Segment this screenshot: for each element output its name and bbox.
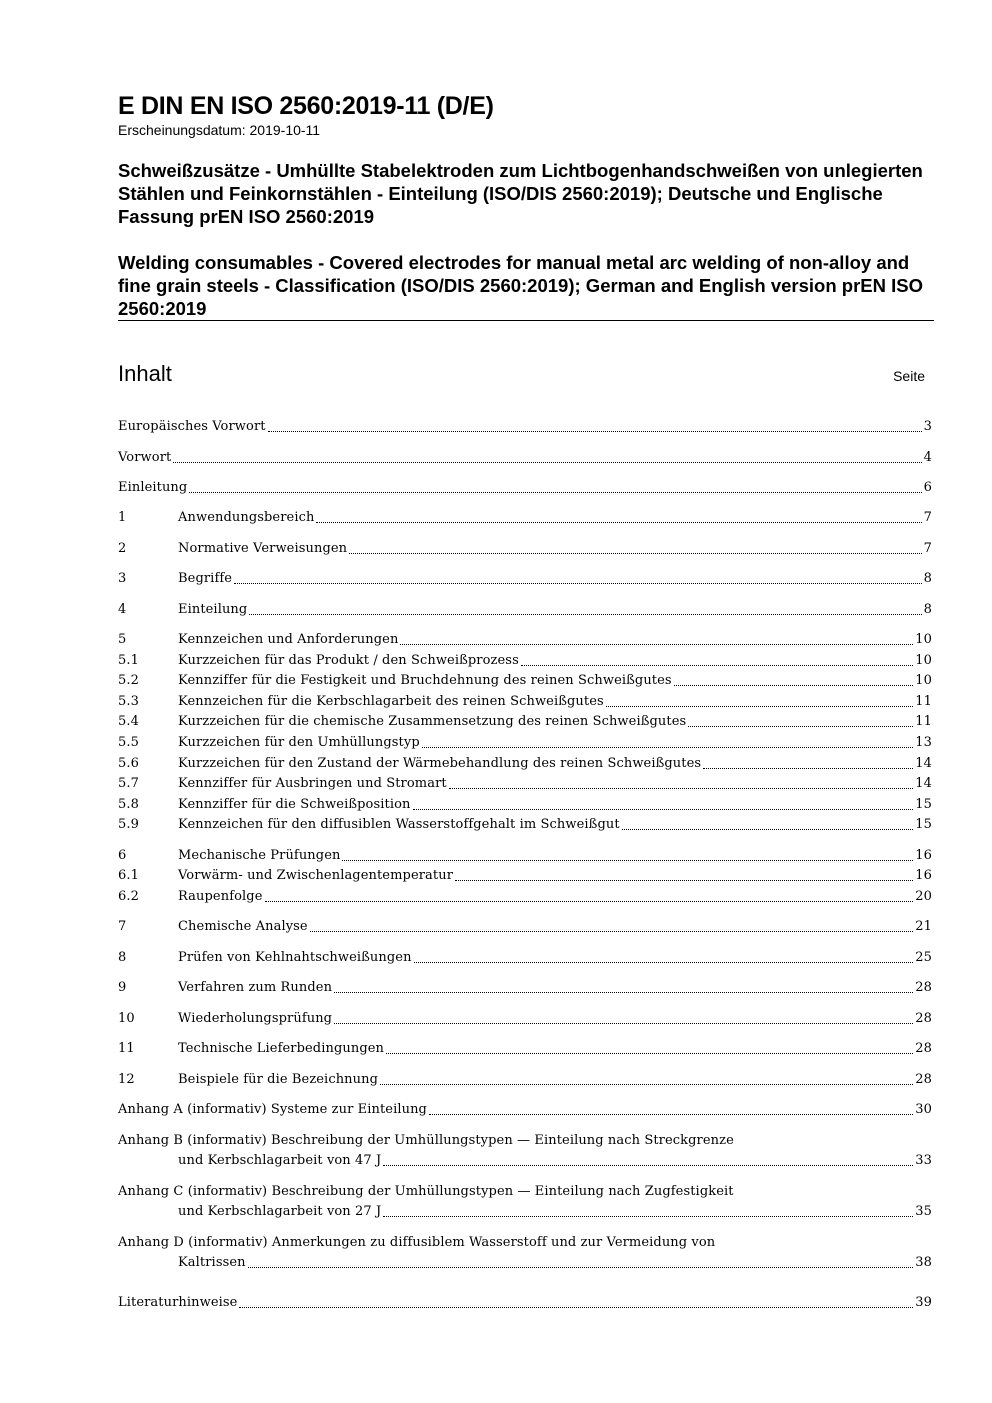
toc-entry[interactable] [118,795,932,815]
toc-entry-page: 11 [915,714,932,729]
toc-leader-dots [400,632,913,645]
toc-leader-dots [265,889,914,902]
toc-entry[interactable] [118,815,932,835]
toc-entry-number: 6 [118,848,127,863]
toc-entry-page: 30 [915,1102,932,1117]
toc-entry-title: Wiederholungsprüfung [178,1011,333,1026]
toc-leader-dots [234,571,922,584]
toc-entry-title-continued: Kaltrissen [178,1255,246,1270]
toc-leader-dots [386,1041,913,1054]
toc-entry-page: 14 [915,756,932,771]
toc-entry-title: Mechanische Prüfungen [178,848,341,863]
toc-entry-page: 20 [915,889,932,904]
toc-entry-title: Kennziffer für Ausbringen und Stromart [178,776,447,791]
toc-entry-number: 8 [118,950,127,965]
toc-entry-title: Anwendungsbereich [178,510,315,525]
toc-entry[interactable] [118,600,932,620]
toc-entry-number: 5.5 [118,735,139,750]
toc-entry-title: Einteilung [178,602,248,617]
toc-entry-number: 9 [118,980,127,995]
toc-entry-page: 21 [915,919,932,934]
toc-entry-page: 16 [915,848,932,863]
toc-entry-page: 15 [915,817,932,832]
toc-entry[interactable] [118,754,932,774]
toc-entry[interactable] [118,1293,932,1313]
toc-entry[interactable] [118,733,932,753]
toc-entry[interactable] [118,569,932,589]
toc-entry-page: 14 [915,776,932,791]
toc-entry-number: 5.2 [118,673,139,688]
toc-entry-page: 7 [923,541,932,556]
title-english: Welding consumables - Covered electrodes for manual metal arc welding of non-alloy and fine grain steels - Classification (ISO/DIS 2560:2019); German and English version prEN ISO 2560:2019 [118,252,923,319]
toc-entry-title: Kurzzeichen für den Zustand der Wärmebehandlung des reinen Schweißgutes [178,756,702,771]
toc-leader-dots [429,1102,913,1115]
toc-leader-dots [189,480,921,493]
toc-entry[interactable] [118,539,932,559]
toc-entry[interactable] [118,448,932,468]
title-german: Schweißzusätze - Umhüllte Stabelektroden zum Lichtbogenhandschweißen von unlegierten Stählen und Feinkornstählen - Einteilung (ISO/DIS 2560:2019); Deutsche und Englische Fassung prEN ISO 2560:2019 [118,160,923,227]
toc-entry-number: 6.1 [118,868,139,883]
toc-entry[interactable] [118,1009,932,1029]
toc-entry[interactable] [118,417,932,437]
toc-leader-dots [334,980,913,993]
toc-entry-number: 10 [118,1011,135,1026]
toc-entry-title: Anhang B (informativ) Beschreibung der Umhüllungstypen — Einteilung nach Streckgrenze [118,1133,734,1148]
toc-entry-title: Normative Verweisungen [178,541,348,556]
toc-entry[interactable] [118,508,932,528]
toc-entry-page: 8 [923,571,932,586]
toc-entry[interactable] [118,712,932,732]
toc-entry-page: 11 [915,694,932,709]
toc-leader-dots [455,868,913,881]
toc-entry-page: 28 [915,1072,932,1087]
toc-entry-page: 4 [923,450,932,465]
toc-entry-title: Anhang C (informativ) Beschreibung der Umhüllungstypen — Einteilung nach Zugfestigkeit [118,1184,734,1199]
toc-leader-dots [316,510,921,523]
toc-entry-title: Einleitung [118,480,188,495]
toc-leader-dots [688,714,913,727]
toc-entry-number: 5.9 [118,817,139,832]
toc-leader-dots [449,776,914,789]
toc-entry-page: 35 [915,1204,932,1219]
toc-leader-dots [413,797,914,810]
toc-entry-page: 6 [923,480,932,495]
toc-entry-title: Verfahren zum Runden [178,980,333,995]
toc-leader-dots [414,950,914,963]
toc-entry-page: 28 [915,980,932,995]
toc-entry-title: Anhang D (informativ) Anmerkungen zu diffusiblem Wasserstoff und zur Vermeidung von [118,1235,716,1250]
toc-leader-dots [703,756,913,769]
toc-entry[interactable] [118,1131,932,1171]
toc-entry-number: 5 [118,632,127,647]
toc-entry[interactable] [118,846,932,866]
toc-leader-dots [268,419,922,432]
toc-entry-title: Kurzzeichen für den Umhüllungstyp [178,735,420,750]
toc-entry[interactable] [118,948,932,968]
toc-leader-dots [334,1011,913,1024]
toc-entry-title: Europäisches Vorwort [118,419,266,434]
toc-heading: Inhalt [118,361,172,386]
toc-entry-number: 5.4 [118,714,139,729]
toc-entry-title: Kennziffer für die Schweißposition [178,797,411,812]
toc-entry-number: 12 [118,1072,135,1087]
toc-entry-page: 10 [915,673,932,688]
toc-leader-dots [173,450,921,463]
toc-leader-dots [248,1255,914,1268]
toc-entry-title: Kennzeichen für den diffusiblen Wasserstoffgehalt im Schweißgut [178,817,620,832]
toc-entry[interactable] [118,478,932,498]
toc-entry-number: 5.7 [118,776,139,791]
toc-entry-number: 5.3 [118,694,139,709]
toc-entry[interactable] [118,1039,932,1059]
toc-entry-page: 7 [923,510,932,525]
toc-entry-number: 3 [118,571,127,586]
toc-entry-title-continued: und Kerbschlagarbeit von 27 J [178,1204,382,1219]
toc-leader-dots [422,735,914,748]
toc-entry[interactable] [118,774,932,794]
toc-entry-title: Begriffe [178,571,233,586]
toc-entry-page: 28 [915,1011,932,1026]
toc-entry-title: Raupenfolge [178,889,263,904]
toc-entry-number: 6.2 [118,889,139,904]
toc-entry-page: 33 [915,1153,932,1168]
toc-entry[interactable] [118,978,932,998]
toc-entry-title: Technische Lieferbedingungen [178,1041,385,1056]
toc-entry[interactable] [118,1100,932,1120]
toc-leader-dots [606,694,913,707]
toc-leader-dots [249,602,921,615]
toc-entry-title: Literaturhinweise [118,1295,238,1310]
toc-entry[interactable] [118,651,932,671]
toc-entry-page: 8 [923,602,932,617]
toc-entry-title: Kennzeichen und Anforderungen [178,632,399,647]
toc-entry-number: 11 [118,1041,135,1056]
toc-entry-number: 5.8 [118,797,139,812]
toc-entry-page: 15 [915,797,932,812]
toc-entry-number: 1 [118,510,127,525]
toc-entry-page: 39 [915,1295,932,1310]
toc-entry[interactable] [118,887,932,907]
toc-entry-page: 10 [915,653,932,668]
toc-entry-title: Chemische Analyse [178,919,308,934]
toc-leader-dots [622,817,914,830]
document-id: E DIN EN ISO 2560:2019-11 (D/E) [118,92,494,120]
toc-entry-title: Prüfen von Kehlnahtschweißungen [178,950,412,965]
toc-entry[interactable] [118,917,932,937]
header-divider [118,320,934,321]
toc-entry-title: Beispiele für die Bezeichnung [178,1072,379,1087]
toc-leader-dots [310,919,914,932]
toc-entry-title: Vorwort [118,450,172,465]
toc-leader-dots [383,1153,913,1166]
toc-entry-title-continued: und Kerbschlagarbeit von 47 J [178,1153,382,1168]
toc-entry-title: Anhang A (informativ) Systeme zur Einteilung [118,1102,427,1117]
toc-leader-dots [349,541,921,554]
toc-entry-page: 16 [915,868,932,883]
toc-entry-number: 5.6 [118,756,139,771]
toc-entry-number: 5.1 [118,653,139,668]
toc-entry-title: Kennziffer für die Festigkeit und Bruchdehnung des reinen Schweißgutes [178,673,672,688]
toc-entry[interactable] [118,1182,932,1222]
toc-leader-dots [342,848,913,861]
toc-entry[interactable] [118,671,932,691]
toc-entry[interactable] [118,692,932,712]
publication-date: Erscheinungsdatum: 2019-10-11 [118,122,321,138]
toc-entry-page: 38 [915,1255,932,1270]
toc-entry[interactable] [118,1233,932,1273]
toc-page-label: Seite [893,368,925,384]
toc-leader-dots [521,653,913,666]
toc-entry-title: Kurzzeichen für das Produkt / den Schweißprozess [178,653,519,668]
toc-entry-page: 10 [915,632,932,647]
toc-entry-title: Kennzeichen für die Kerbschlagarbeit des reinen Schweißgutes [178,694,604,709]
toc-entry-number: 7 [118,919,127,934]
toc-entry[interactable] [118,630,932,650]
toc-leader-dots [380,1072,913,1085]
toc-entry-page: 28 [915,1041,932,1056]
toc-entry[interactable] [118,866,932,886]
toc-entry-page: 13 [915,735,932,750]
toc-entry[interactable] [118,1070,932,1090]
toc-leader-dots [674,673,914,686]
toc-leader-dots [383,1204,913,1217]
toc-entry-page: 25 [915,950,932,965]
toc-entry-page: 3 [923,419,932,434]
toc-leader-dots [239,1295,913,1308]
toc-entry-title: Vorwärm- und Zwischenlagentemperatur [178,868,454,883]
toc-entry-number: 2 [118,541,127,556]
toc-entry-number: 4 [118,602,127,617]
toc-entry-title: Kurzzeichen für die chemische Zusammensetzung des reinen Schweißgutes [178,714,687,729]
